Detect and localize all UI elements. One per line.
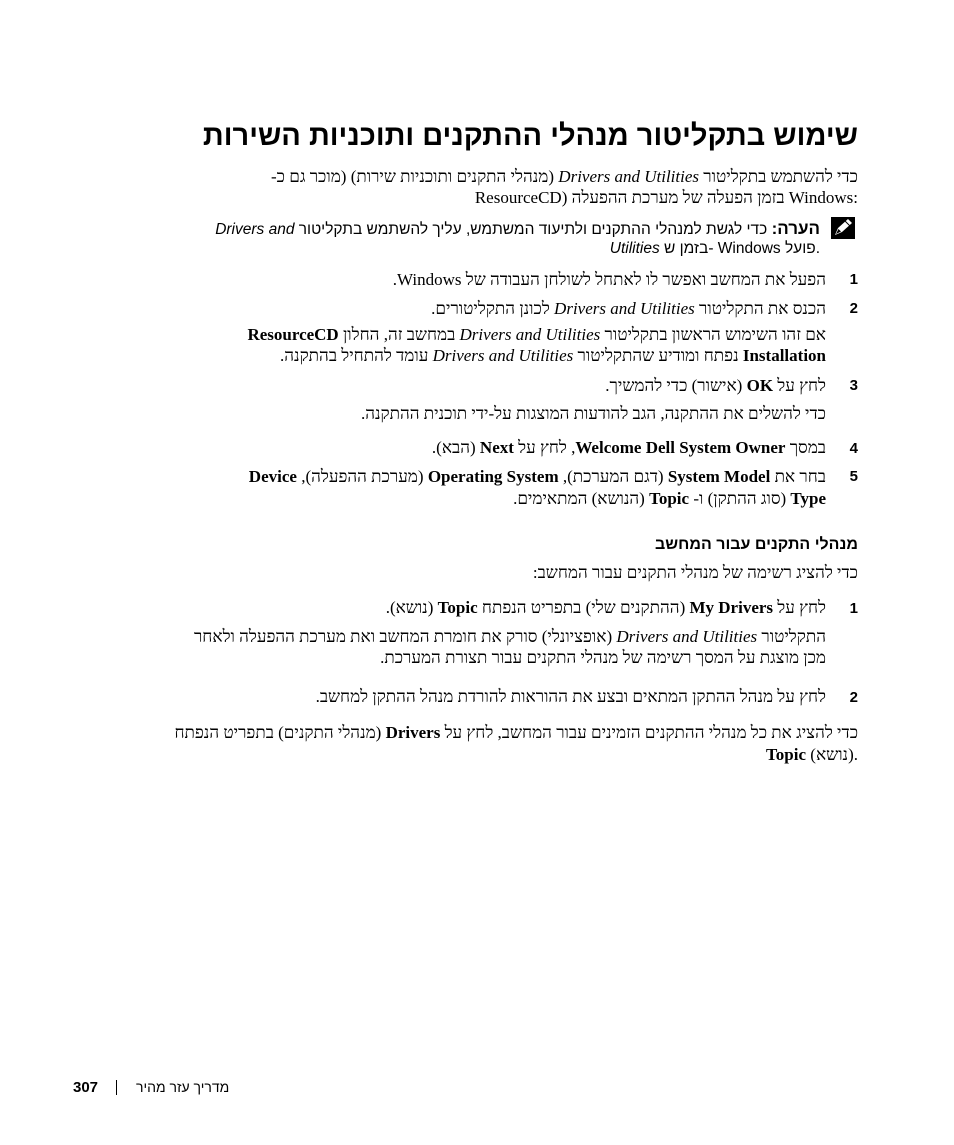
step-number: 2 [849,689,858,706]
step-3-detail: כדי להשלים את ההתקנה, הגב להודעות המוצגות על-ידי תוכנית ההתקנה. [360,404,826,423]
sub-step-1-detail-line-1: התקליטור Drivers and Utilities (אופציונלי) סורק את חומרת המחשב ואת מערכת ההפעלה ולאחר [193,627,826,646]
closing-line-2: Topic (נושא). [766,745,858,764]
page-title: שימוש בתקליטור מנהלי ההתקנים ותוכניות השירות [202,120,858,152]
footer-guide-name: מדריך עזר מהיר [136,1079,230,1095]
intro-line-2: ResourceCD) בזמן הפעלה של מערכת ההפעלה Windows: [474,188,858,207]
note-line-1: הערה: כדי לגשת למנהלי ההתקנים ולתיעוד המשתמש, עליך להשתמש בתקליטור Drivers and [215,219,820,238]
step-number: 3 [849,377,858,394]
step-number: 1 [849,600,858,617]
step-3-text: לחץ על OK (אישור) כדי להמשיך. [605,376,826,395]
step-number: 1 [849,271,858,288]
step-number: 4 [849,440,858,457]
step-number: 5 [849,468,858,485]
sub-step-1-text: לחץ על My Drivers (ההתקנים שלי) בתפריט הנפתח Topic (נושא). [385,598,826,617]
subsection-intro: כדי להציג רשימה של מנהלי התקנים עבור המחשב: [532,563,858,582]
page-number: 307 [73,1079,99,1096]
step-5-line-2: Type (סוג ההתקן) ו- Topic (הנושא) המתאימים. [513,489,826,508]
note-line-2: Utilities בזמן ש- Windows פועל. [609,240,820,257]
closing-line-1: כדי להציג את כל מנהלי ההתקנים הזמינים עבור המחשב, לחץ על Drivers (מנהלי התקנים) בתפריט הנפתח [174,723,858,742]
step-5-line-1: בחר את System Model (דגם המערכת), Operating System (מערכת ההפעלה), Device [248,467,826,486]
intro-line-1: כדי להשתמש בתקליטור Drivers and Utilities (מנהלי התקנים ותוכניות שירות) (מוכר גם כ- [271,167,858,186]
note-pencil-icon [830,216,856,240]
sub-step-1-detail-line-2: מכן מוצגת על המסך רשימה של מנהלי התקנים עבור תצורת המערכת. [380,648,826,667]
step-2-detail-line-1: אם זהו השימוש הראשון בתקליטור Drivers and Utilities במחשב זה, החלון ResourceCD [247,325,826,344]
step-1-text: הפעל את המחשב ואפשר לו לאתחל לשולחן העבודה של Windows. [392,270,826,289]
subsection-heading: מנהלי התקנים עבור המחשב [655,536,858,553]
step-number: 2 [849,300,858,317]
step-2-text: הכנס את התקליטור Drivers and Utilities לכונן התקליטורים. [431,299,826,318]
footer-divider [116,1080,117,1095]
sub-step-2-text: לחץ על מנהל ההתקן המתאים ובצע את ההוראות להורדת מנהל ההתקן למחשב. [315,687,826,706]
step-4-text: במסך Welcome Dell System Owner, לחץ על Next (הבא). [431,438,826,457]
step-2-detail-line-2: Installation נפתח ומודיע שהתקליטור Drivers and Utilities עומד להתחיל בהתקנה. [280,346,826,365]
